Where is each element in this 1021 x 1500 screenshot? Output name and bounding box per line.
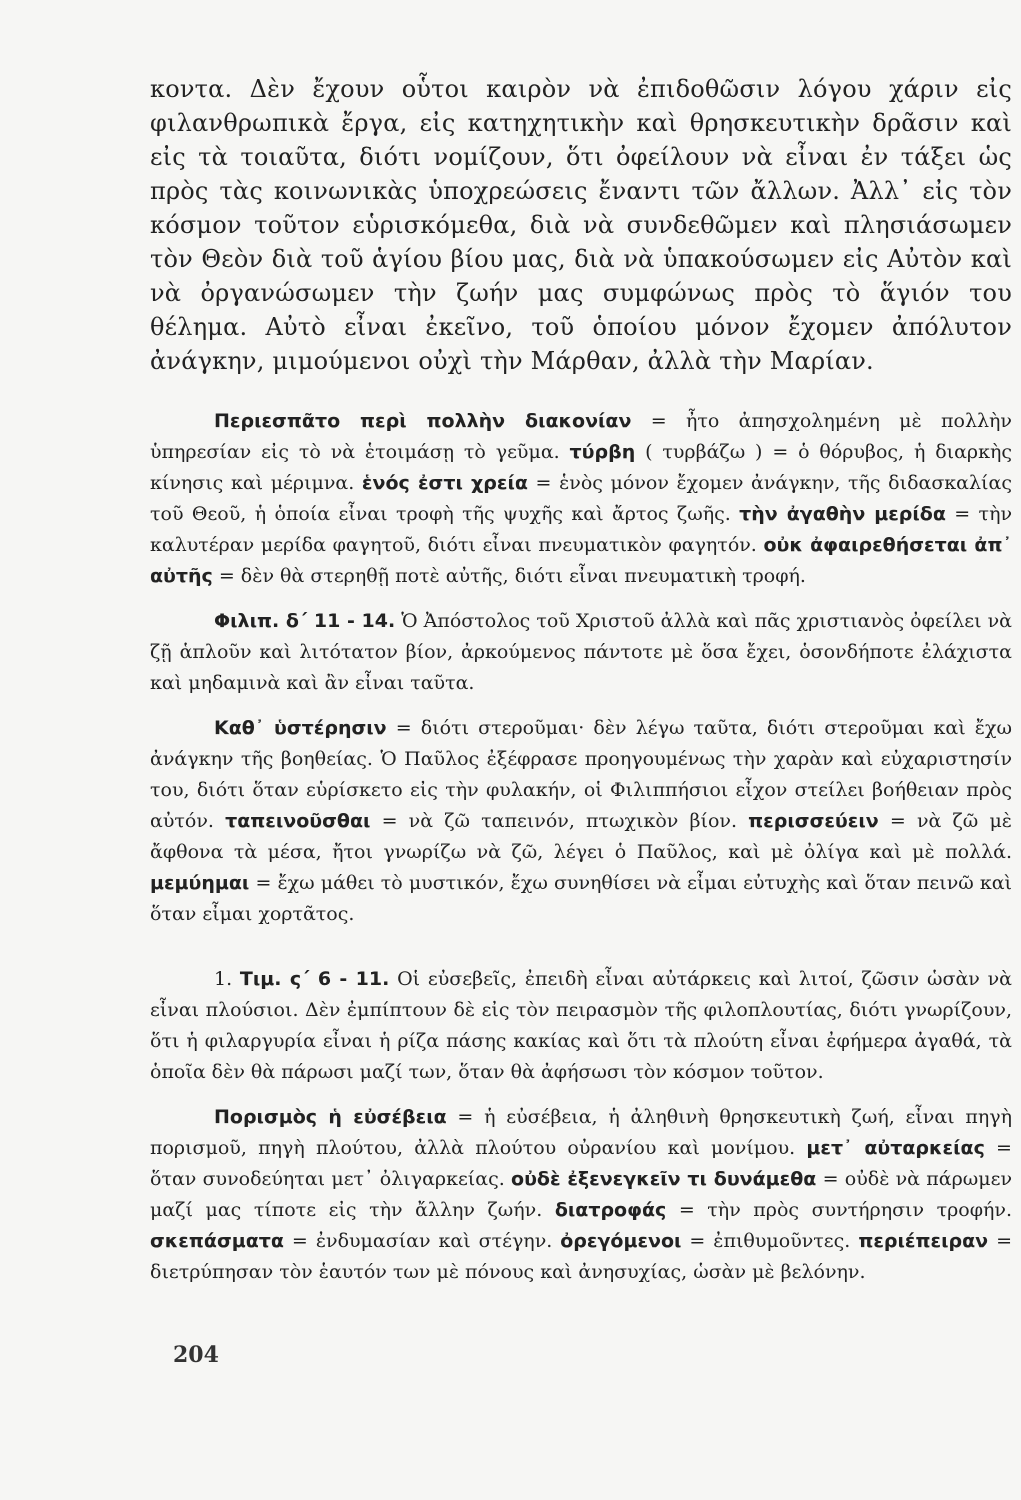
note-text: = οὐδὲ νὰ πάρωμεν μαζί μας τίποτε εἰς τὴν ἄλλην ζωήν. — [150, 1168, 1012, 1221]
note-term: μετ᾿ αὐταρκείας — [806, 1137, 985, 1159]
note-text: = τὴν πρὸς συντήρησιν τροφήν. — [666, 1199, 1012, 1221]
notes-luke — [150, 406, 1012, 592]
page-content — [150, 72, 1012, 1472]
note-text: = διετρύπησαν τὸν ἑαυτόν των μὲ πόνους καὶ ἀνησυχίας, ὡσὰν μὲ βελόνην. — [150, 1230, 1012, 1283]
note-text: = τὴν καλυτέραν μερίδα φαγητοῦ, διότι εἶναι πνευματικὸν φαγητόν. — [150, 503, 1013, 556]
note-text: = ὅταν συνοδεύηται μετ᾿ ὀλιγαρκείας. — [150, 1137, 1012, 1190]
note-term: τύρβη — [569, 441, 636, 463]
page-number: 204 — [173, 1342, 219, 1368]
note-term: μεμύημαι — [150, 872, 250, 894]
note-text: = ἐπιθυμοῦντες. — [681, 1230, 859, 1252]
section-timothy — [150, 964, 1012, 1088]
note-text: = ἐνδυμασίαν καὶ στέγην. — [283, 1230, 561, 1252]
section-philippians — [150, 606, 1012, 699]
note-term: ταπεινοῦσθαι — [225, 810, 371, 832]
note-term: διατροφάς — [554, 1199, 667, 1221]
note-text: = ἦτο ἀπησχολημένη μὲ πολλὴν ὑπηρεσίαν εἰς τὸ νὰ ἑτοιμάσῃ τὸ γεῦμα. — [150, 410, 1012, 463]
note-text: = ἡ εὐσέβεια, ἡ ἀληθινὴ θρησκευτικὴ ζωή, εἶναι πηγὴ πορισμοῦ, πηγὴ πλούτου, ἀλλὰ πλούτου οὐρανίου καὶ μονίμου. — [150, 1106, 1012, 1159]
note-term: ἑνός ἐστι χρεία — [361, 472, 528, 494]
note-term: ὀρεγόμενοι — [560, 1230, 682, 1252]
note-text: = ἑνὸς μόνον ἔχομεν ἀνάγκην, τῆς διδασκαλίας τοῦ Θεοῦ, ἡ ὁποία εἶναι τροφὴ τῆς ψυχῆς καὶ ἄρτος ζωῆς. — [150, 472, 1012, 525]
note-text: = ἔχω μάθει τὸ μυστικόν, ἔχω συνηθίσει νὰ εἶμαι εὐτυχὴς καὶ ὅταν πεινῶ καὶ ὅταν εἶμαι χορτᾶτος. — [150, 872, 1012, 925]
notes-timothy — [150, 1102, 1012, 1288]
note-term: οὐδὲ ἐξενεγκεῖν τι δυνάμεθα — [511, 1168, 817, 1190]
body-paragraph: κοντα. Δὲν ἔχουν οὗτοι καιρὸν νὰ ἐπιδοθῶσιν λόγου χάριν εἰς φιλανθρωπικὰ ἔργα, εἰς κατηχητικὴν καὶ θρησκευτικὴν δρᾶσιν καὶ εἰς τὰ τοιαῦτα, διότι νομίζουν, ὅτι ὀφείλουν νὰ εἶναι ἐν τάξει ὡς πρὸς τὰς κοινωνικὰς ὑποχρεώσεις ἔναντι τῶν ἄλλων. Ἀλλ᾿ εἰς τὸν κόσμον τοῦτον εὑρισκόμεθα, διὰ νὰ συνδεθῶμεν καὶ πλησιάσωμεν τὸν Θεὸν διὰ τοῦ ἁγίου βίου μας, διὰ νὰ ὑπακούσωμεν εἰς Αὐτὸν καὶ νὰ ὀργανώσωμεν τὴν ζωήν μας συμφώνως πρὸς τὸ ἅγιόν του θέλημα. Αὐτὸ εἶναι ἐκεῖνο, τοῦ ὁποίου μόνον ἔχομεν ἀπόλυτον ἀνάγκην, μιμούμενοι οὐχὶ τὴν Μάρθαν, ἀλλὰ τὴν Μαρίαν. — [150, 75, 1012, 375]
note-term: τὴν ἀγαθὴν μερίδα — [739, 503, 946, 525]
note-text: = διότι στεροῦμαι· δὲν λέγω ταῦτα, διότι στεροῦμαι καὶ ἔχω ἀνάγκην τῆς βοηθείας. Ὁ Παῦλος ἐξέφρασε προηγουμένως τὴν χαρὰν καὶ εὐχαριστησίν του, διότι ὅταν εὑρίσκετο εἰς τὴν φυλακήν, οἱ Φιλιππήσιοι εἶχον στείλει βοήθειαν πρὸς αὐτόν. — [150, 717, 1012, 832]
note-text: = νὰ ζῶ ταπεινόν, πτωχικὸν βίον. — [370, 810, 749, 832]
note-text: = δὲν θὰ στερηθῇ ποτὲ αὐτῆς, διότι εἶναι πνευματικὴ τροφή. — [212, 565, 806, 587]
note-text: ( τυρβάζω ) = ὁ θόρυβος, ἡ διαρκὴς κίνησις καὶ μέριμνα. — [150, 441, 1012, 494]
section-text: Οἱ εὐσεβεῖς, ἐπειδὴ εἶναι αὐτάρκεις καὶ λιτοί, ζῶσιν ὡσὰν νὰ εἶναι πλούσιοι. Δὲν ἐμπίπτουν δὲ εἰς τὸν πειρασμὸν τῆς φιλοπλουτίας, διότι γνωρίζουν, ὅτι ἡ φιλαργυρία εἶναι ἡ ρίζα πάσης κακίας καὶ ὅτι τὰ πλούτη εἶναι ἐφήμερα ἀγαθά, τὰ ὁποῖα δὲν θὰ πάρωσι μαζί των, ὅταν θὰ ἀφήσωσι τὸν κόσμον τοῦτον. — [150, 968, 1012, 1083]
note-term: περιέπειραν — [858, 1230, 989, 1252]
note-text: = νὰ ζῶ μὲ ἄφθονα τὰ μέσα, ἤτοι γνωρίζω νὰ ζῶ, λέγει ὁ Παῦλος, καὶ μὲ ὀλίγα καὶ μὲ πολλά. — [150, 810, 1012, 863]
timothy-number: 1. — [214, 968, 233, 990]
note-term: οὐκ ἀφαιρεθήσεται ἀπ᾿ αὐτῆς — [150, 534, 1012, 587]
note-term: Πορισμὸς ἡ εὐσέβεια — [214, 1106, 447, 1128]
scripture-reference: Τιμ. ς΄ 6 - 11. — [239, 968, 390, 990]
section-text: Ὁ Ἀπόστολος τοῦ Χριστοῦ ἀλλὰ καὶ πᾶς χριστιανὸς ὀφείλει νὰ ζῇ ἁπλοῦν καὶ λιτότατον βίον, ἀρκούμενος πάντοτε μὲ ὅσα ἔχει, ὁσονδήποτε ἐλάχιστα καὶ μηδαμινὰ καὶ ἂν εἶναι ταῦτα. — [150, 610, 1012, 694]
notes-philippians — [150, 713, 1012, 930]
note-term: περισσεύειν — [748, 810, 879, 832]
note-term: Περιεσπᾶτο περὶ πολλὴν διακονίαν — [214, 410, 632, 432]
note-term: Καθ᾿ ὑστέρησιν — [214, 717, 387, 739]
note-term: σκεπάσματα — [150, 1230, 284, 1252]
scripture-reference: Φιλιπ. δ΄ 11 - 14. — [214, 610, 396, 632]
